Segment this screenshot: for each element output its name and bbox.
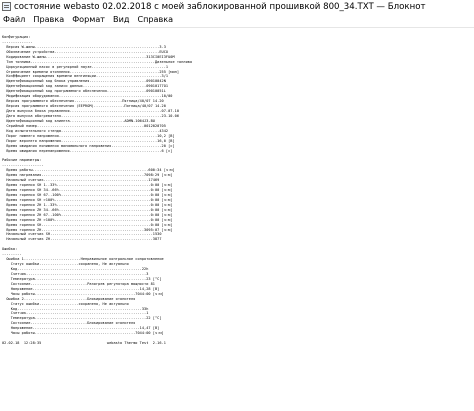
text-line: Время горения ZH...............................................3095:07 [ч:м] bbox=[2, 227, 173, 232]
text-line: Версия W-шины.........................................................3.3 bbox=[2, 44, 166, 49]
text-line: -------------- bbox=[2, 39, 33, 44]
text-line: Коэффициент сокращения времени вентиляции..............................3/1 bbox=[2, 74, 169, 79]
text-line: Начальный счетчик................................................17469 bbox=[2, 178, 160, 183]
text-line: Код испытательного стенда.............................................4342 bbox=[2, 128, 169, 133]
text-line: Счетчик.......................................................1 bbox=[2, 311, 149, 316]
menu-format[interactable]: Формат bbox=[72, 14, 106, 24]
text-line: Обозначение устройства................................................EUCO bbox=[2, 49, 169, 54]
menu-edit[interactable]: Правка bbox=[33, 14, 65, 24]
menu-bar bbox=[0, 13, 474, 25]
text-line: Версия программного обеспечения......................Пятница/40/07 14.20 bbox=[2, 99, 164, 104]
text-line: Начальный счетчик SH...............................................1530 bbox=[2, 232, 162, 237]
text-line: Рабочие параметры: bbox=[2, 158, 42, 163]
text-line: Время нагревания...............................................7098:29 [ч:м] bbox=[2, 173, 173, 178]
text-line: Модификация оборудования...............................................10/00 bbox=[2, 94, 173, 99]
text-line: Часы работы..............................................7044:00 [ч:м] bbox=[2, 331, 164, 336]
text-line: Время работы.....................................................600:34 [ч:м] bbox=[2, 168, 175, 173]
text-line: 02.02.18 12:28:35 webasto Thermo Test 2.16.1 bbox=[2, 341, 166, 346]
text-line: Время горения SH..................................................0:00 [ч:м] bbox=[2, 222, 173, 227]
text-line: Время горения ZH 34..66%..........................................0:00 [ч:м] bbox=[2, 207, 173, 212]
text-line: Время ожидания перенапряжения..........................................6 [с] bbox=[2, 148, 173, 153]
text-line: Состояние..........................Блокирование отопителя bbox=[2, 321, 136, 326]
text-line: Ошибка: bbox=[2, 247, 18, 252]
text-line: Статус ошибки..................сохранено, Не актуально bbox=[2, 262, 129, 267]
text-line: Идентификационный код блока управления..........................09010042N bbox=[2, 79, 166, 84]
text-line: Ограничение времени отопления.........................................255 [мин] bbox=[2, 69, 180, 74]
text-line: Порог нижнего напряжения.............................................10,2 [В] bbox=[2, 133, 175, 138]
text-line: Статус ошибки..................сохранено, Не актуально bbox=[2, 301, 129, 306]
menu-view[interactable]: Вид bbox=[113, 14, 130, 24]
text-line: Время горения SH 34..66%..........................................0:00 [ч:м] bbox=[2, 188, 173, 192]
notepad-icon bbox=[2, 2, 11, 11]
text-line: Идентификационный код программного обеспечения..................09010051L bbox=[2, 89, 166, 94]
text-editor-area[interactable] bbox=[0, 27, 474, 411]
text-line: Циркуляционный насос в регулярной паузе..................................1 bbox=[2, 64, 169, 69]
text-line: ------------------- bbox=[2, 163, 44, 168]
text-line: Тип топлива.........................................................Дизельное топливо bbox=[2, 59, 193, 64]
menu-help[interactable]: Справка bbox=[137, 14, 174, 24]
text-line: Время горения SH 67..100%.........................................0:00 [ч:м] bbox=[2, 192, 173, 197]
text-line: Часы работы..............................................7044:00 [ч:м] bbox=[2, 291, 164, 296]
text-line: Время горения ZH >100%............................................0:00 [ч:м] bbox=[2, 217, 173, 222]
text-line: Счетчик.......................................................3 bbox=[2, 271, 149, 276]
text-line: Время горения SH 1..33%...........................................0:00 [ч:м] bbox=[2, 183, 173, 188]
text-line: Температура...................................................23 [°C] bbox=[2, 276, 162, 281]
text-line: Код.........................................................33h bbox=[2, 306, 149, 311]
window-title: состояние webasto 02.02.2018 с моей заблокированной прошивкой 800_34.TXT — Блокнот bbox=[14, 1, 426, 12]
text-line: Время ожидания понижения минимального напряжения.......................20 [с] bbox=[2, 143, 175, 148]
text-line: Время горения ZH 67..100%.........................................0:00 [ч:м] bbox=[2, 212, 173, 217]
text-line: Конфигурация: bbox=[2, 34, 31, 39]
text-line: Температура...................................................22 [°C] bbox=[2, 316, 162, 321]
text-line: Кодирование W-шины..............................................313CI0EI3FU0M bbox=[2, 54, 175, 59]
text-line: Время горения ZH 1..33%...........................................0:00 [ч:м] bbox=[2, 202, 173, 207]
text-line: --------- bbox=[2, 252, 22, 257]
text-line: Порог верхнего напряжения............................................16,0 [В] bbox=[2, 138, 175, 143]
text-line: Идентификационный код записи данных.............................09010177O1 bbox=[2, 84, 169, 89]
text-line: Состояние..........................Разогрев регулятора мощности 81 bbox=[2, 281, 155, 286]
title-bar bbox=[0, 0, 474, 13]
text-line: Дата выпуска обогревателя..............................................23.10.06 bbox=[2, 113, 180, 118]
menu-file[interactable]: Файл bbox=[3, 14, 26, 24]
text-line: Серийный номер.................................................0012020705 bbox=[2, 123, 166, 128]
text-line: Напряжение.................................................14,28 [В] bbox=[2, 286, 160, 291]
text-line: Идентификационный код клиента.........................ADMN-1064J3-BU bbox=[2, 118, 155, 123]
text-line: Ошибка 1..........................Неправильное контрольное сопротивление bbox=[2, 257, 164, 262]
text-line: Дата выпуска блока управления..........................................07.07.10 bbox=[2, 109, 180, 113]
text-line: Время горения SH >100%............................................0:00 [ч:м] bbox=[2, 197, 173, 202]
text-line: Версия программного обеспечения (EEPROM)..............Пятница/40/07 14.20 bbox=[2, 104, 166, 109]
text-line: Напряжение.................................................14,47 [В] bbox=[2, 326, 160, 331]
text-line: Ошибка 2.............................Блокирование отопителя bbox=[2, 296, 136, 301]
text-line: Код.........................................................22h bbox=[2, 267, 149, 271]
text-line: Начальный счетчик ZH...............................................3877 bbox=[2, 237, 162, 242]
